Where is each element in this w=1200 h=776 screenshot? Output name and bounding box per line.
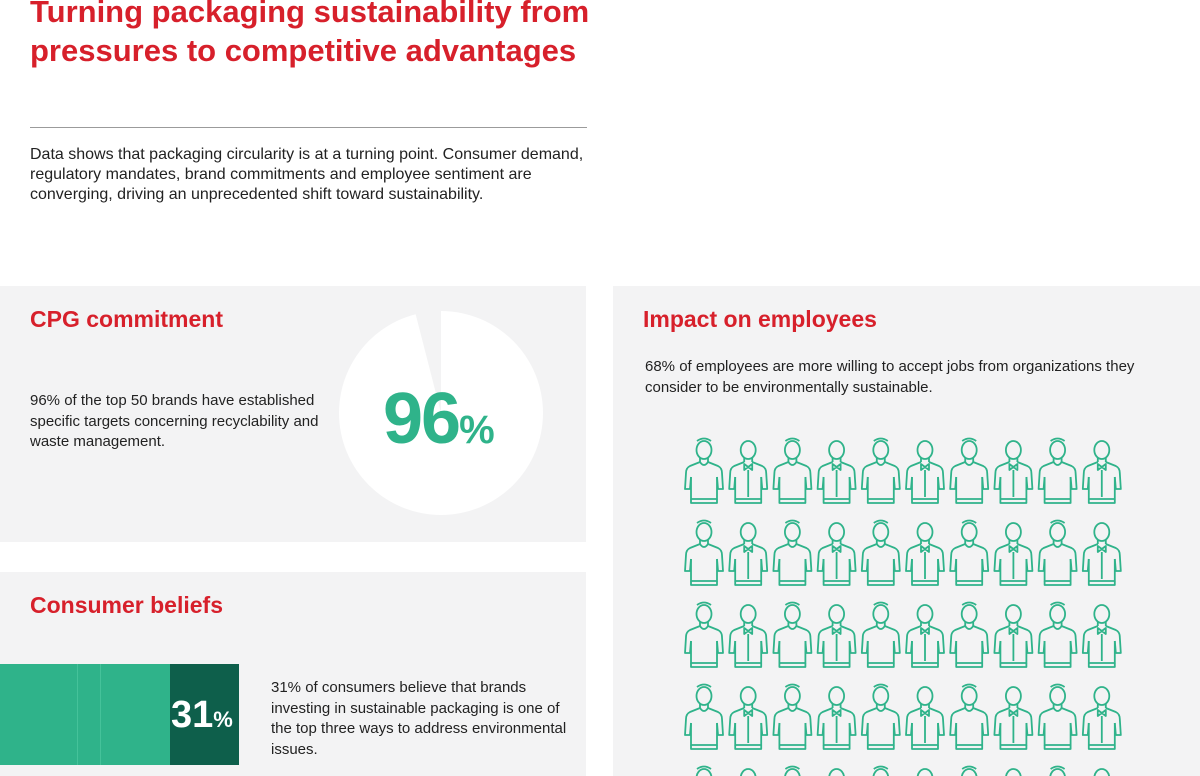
consumer-bar-rest (0, 664, 170, 765)
person-bowtie-icon (906, 687, 944, 749)
person-bowtie-icon (994, 769, 1032, 776)
person-bowtie-icon (1083, 605, 1121, 667)
person-outline-icon (685, 603, 723, 668)
consumer-heading: Consumer beliefs (30, 592, 223, 618)
person-bowtie-icon (1083, 523, 1121, 585)
consumer-bar-segment-divider (77, 664, 78, 765)
person-bowtie-icon (818, 441, 856, 503)
person-outline-icon (950, 439, 988, 504)
person-outline-icon (950, 521, 988, 586)
consumer-percentage-number: 31 (171, 694, 214, 736)
person-bowtie-icon (994, 441, 1032, 503)
consumer-bar-segment-divider (100, 664, 101, 765)
person-bowtie-icon (729, 523, 767, 585)
person-outline-icon (773, 767, 811, 776)
cpg-percentage-number: 96 (383, 379, 460, 459)
person-outline-icon (773, 439, 811, 504)
person-outline-icon (862, 767, 900, 776)
consumer-percentage (171, 693, 233, 737)
person-outline-icon (950, 767, 988, 776)
person-bowtie-icon (818, 687, 856, 749)
person-outline-icon (685, 521, 723, 586)
cpg-percentage (383, 381, 495, 457)
person-outline-icon (773, 521, 811, 586)
person-outline-icon (1039, 439, 1077, 504)
person-bowtie-icon (1083, 441, 1121, 503)
person-outline-icon (950, 603, 988, 668)
cpg-percentage-unit: % (459, 408, 495, 452)
person-bowtie-icon (729, 687, 767, 749)
person-bowtie-icon (729, 441, 767, 503)
person-outline-icon (1039, 685, 1077, 750)
person-bowtie-icon (994, 687, 1032, 749)
intro-paragraph: Data shows that packaging circularity is at a turning point. Consumer demand, regulatory mandates, brand commitments and employee sentiment are converging, driving an unprecedented shift toward sustainability. (30, 146, 584, 203)
employees-heading: Impact on employees (643, 306, 877, 332)
cpg-heading: CPG commitment (30, 306, 223, 332)
consumer-percentage-unit: % (213, 707, 233, 732)
person-outline-icon (773, 685, 811, 750)
person-outline-icon (862, 521, 900, 586)
person-outline-icon (862, 603, 900, 668)
person-bowtie-icon (994, 605, 1032, 667)
person-outline-icon (950, 685, 988, 750)
person-outline-icon (862, 685, 900, 750)
person-bowtie-icon (1083, 769, 1121, 776)
title-divider (30, 127, 587, 128)
person-outline-icon (773, 603, 811, 668)
person-outline-icon (1039, 767, 1077, 776)
cpg-description: 96% of the top 50 brands have established specific targets concerning recyclability and waste management. (30, 392, 319, 450)
person-bowtie-icon (906, 523, 944, 585)
person-bowtie-icon (906, 441, 944, 503)
person-bowtie-icon (906, 605, 944, 667)
person-outline-icon (685, 767, 723, 776)
person-bowtie-icon (906, 769, 944, 776)
person-bowtie-icon (729, 769, 767, 776)
person-bowtie-icon (818, 605, 856, 667)
employees-description: 68% of employees are more willing to accept jobs from organizations they consider to be environmentally sustainable. (645, 358, 1135, 396)
person-bowtie-icon (994, 523, 1032, 585)
person-outline-icon (685, 685, 723, 750)
person-outline-icon (862, 439, 900, 504)
person-bowtie-icon (1083, 687, 1121, 749)
employee-icon-grid (684, 433, 1132, 776)
page-title: Turning packaging sustainability from pressures to competitive advantages (30, 0, 590, 68)
consumer-description: 31% of consumers believe that brands investing in sustainable packaging is one of the top three ways to address environmental issues. (271, 679, 567, 758)
person-outline-icon (685, 439, 723, 504)
person-bowtie-icon (818, 523, 856, 585)
person-bowtie-icon (818, 769, 856, 776)
person-bowtie-icon (729, 605, 767, 667)
person-outline-icon (1039, 603, 1077, 668)
person-outline-icon (1039, 521, 1077, 586)
